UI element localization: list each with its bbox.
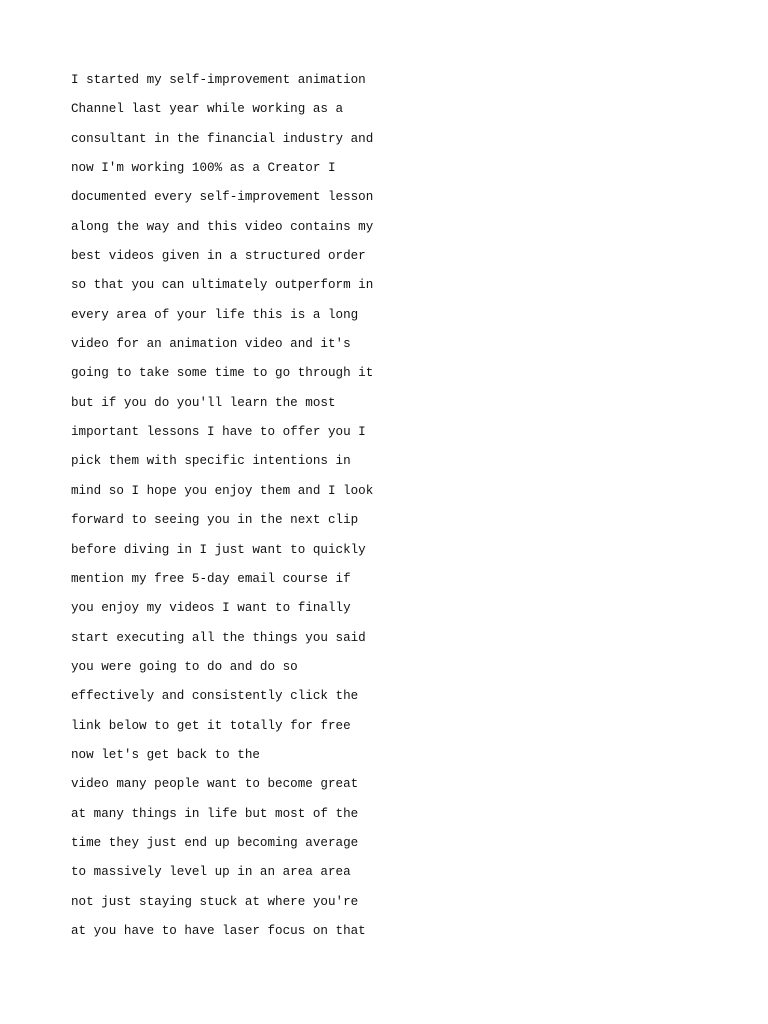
text-line: at many things in life but most of the (71, 806, 359, 821)
text-line: effectively and consistently click the (71, 689, 359, 704)
text-line: forward to seeing you in the next clip (71, 513, 359, 528)
transcript-text-block (71, 66, 373, 946)
text-line: every area of your life this is a long (71, 307, 359, 322)
text-line: but if you do you'll learn the most (71, 395, 336, 410)
text-line: important lessons I have to offer you I (71, 425, 366, 440)
text-line: video many people want to become great (71, 777, 359, 792)
text-line: documented every self-improvement lesson (71, 190, 374, 205)
text-line: so that you can ultimately outperform in (71, 278, 374, 293)
text-line: you enjoy my videos I want to finally (71, 601, 351, 616)
text-line: I started my self-improvement animation (71, 73, 366, 87)
text-line: before diving in I just want to quickly (71, 542, 366, 557)
text-line: not just staying stuck at where you're (71, 894, 359, 909)
text-line: at you have to have laser focus on that (71, 923, 366, 938)
text-line: to massively level up in an area area (71, 865, 351, 880)
text-line: start executing all the things you said (71, 630, 366, 645)
text-line: time they just end up becoming average (71, 835, 359, 850)
text-line: link below to get it totally for free (71, 718, 351, 733)
text-line: along the way and this video contains my (71, 219, 374, 234)
text-line: best videos given in a structured order (71, 249, 366, 264)
text-line: you were going to do and do so (71, 659, 298, 674)
text-line: now I'm working 100% as a Creator I (71, 161, 336, 176)
text-line: mention my free 5-day email course if (71, 571, 351, 586)
text-line: consultant in the financial industry and (71, 131, 374, 146)
text-line: going to take some time to go through it (71, 366, 374, 381)
text-line: video for an animation video and it's (71, 337, 351, 352)
text-line: pick them with specific intentions in (71, 454, 351, 469)
text-line: now let's get back to the (71, 747, 260, 762)
text-line: Channel last year while working as a (71, 102, 344, 117)
text-line: mind so I hope you enjoy them and I look (71, 483, 374, 498)
